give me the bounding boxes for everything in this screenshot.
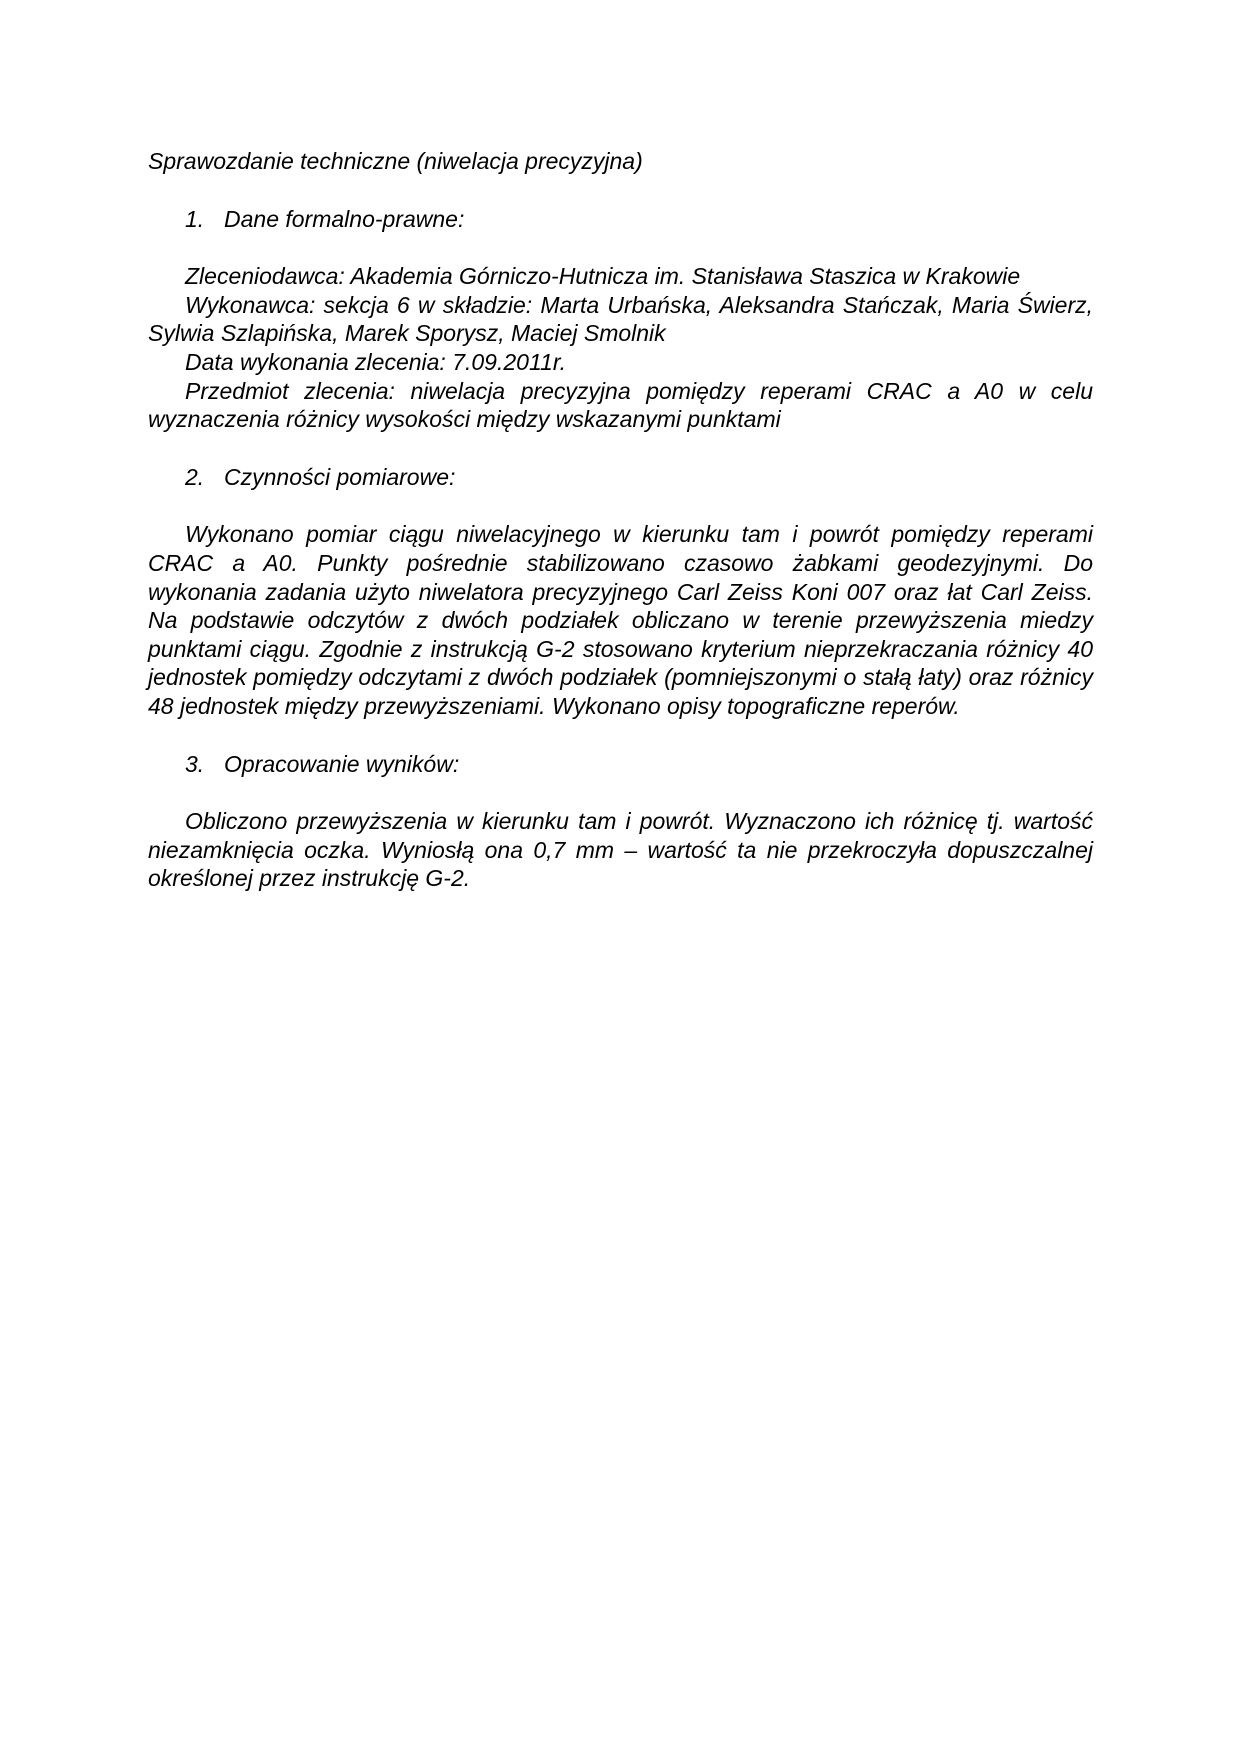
paragraph-contractor: Wykonawca: sekcja 6 w składzie: Marta Urbańska, Aleksandra Stańczak, Maria Świerz, Sylwia Szlapińska, Marek Sporysz, Maciej Smolnik	[148, 291, 1093, 347]
paragraph-measurements: Wykonano pomiar ciągu niwelacyjnego w kierunku tam i powrót pomiędzy reperami CRAC a A0. Punkty pośrednie stabilizowano czasowo żabkami geodezyjnymi. Do wykonania zadania użyto niwelatora precyzyjnego Carl Zeiss Koni 007 oraz łat Carl Zeiss. Na podstawie odczytów z dwóch podziałek obliczano w terenie przewyższenia miedzy punktami ciągu. Zgodnie z instrukcją G-2 stosowano kryterium nieprzekraczania różnicy 40 jednostek pomiędzy odczytami z dwóch podziałek (pomniejszonymi o stałą łaty) oraz różnicy 48 jednostek między przewyższeniami. Wykonano opisy topograficzne reperów.	[148, 521, 1093, 719]
paragraph-subject: Przedmiot zlecenia: niwelacja precyzyjna pomiędzy reperami CRAC a A0 w celu wyznaczenia różnicy wysokości między wskazanymi punktami	[148, 377, 1093, 433]
section-number: 1.	[185, 205, 205, 232]
paragraph-results: Obliczono przewyższenia w kierunku tam i powrót. Wyznaczono ich różnicę tj. wartość niezamknięcia oczka. Wyniosłą ona 0,7 mm – wartość ta nie przekroczyła dopuszczalnej określonej przez instrukcję G-2.	[148, 808, 1093, 892]
section-body-3	[148, 807, 1093, 893]
paragraph-date: Data wykonania zlecenia: 7.09.2011r.	[185, 348, 567, 375]
section-heading-1	[185, 205, 1093, 234]
section-heading-3	[185, 750, 1093, 779]
document-body	[148, 147, 1093, 922]
section-title: Czynności pomiarowe:	[224, 463, 456, 490]
section-title: Dane formalno-prawne:	[224, 205, 465, 232]
section-number: 2.	[185, 463, 205, 490]
section-title: Opracowanie wyników:	[224, 750, 460, 777]
section-number: 3.	[185, 750, 205, 777]
section-body-2	[148, 520, 1093, 720]
section-body-1	[148, 262, 1093, 434]
paragraph-client: Zleceniodawca: Akademia Górniczo-Hutnicza im. Stanisława Staszica w Krakowie	[185, 263, 1021, 290]
document-title: Sprawozdanie techniczne (niwelacja precyzyjna)	[148, 148, 643, 174]
section-heading-2	[185, 463, 1093, 492]
